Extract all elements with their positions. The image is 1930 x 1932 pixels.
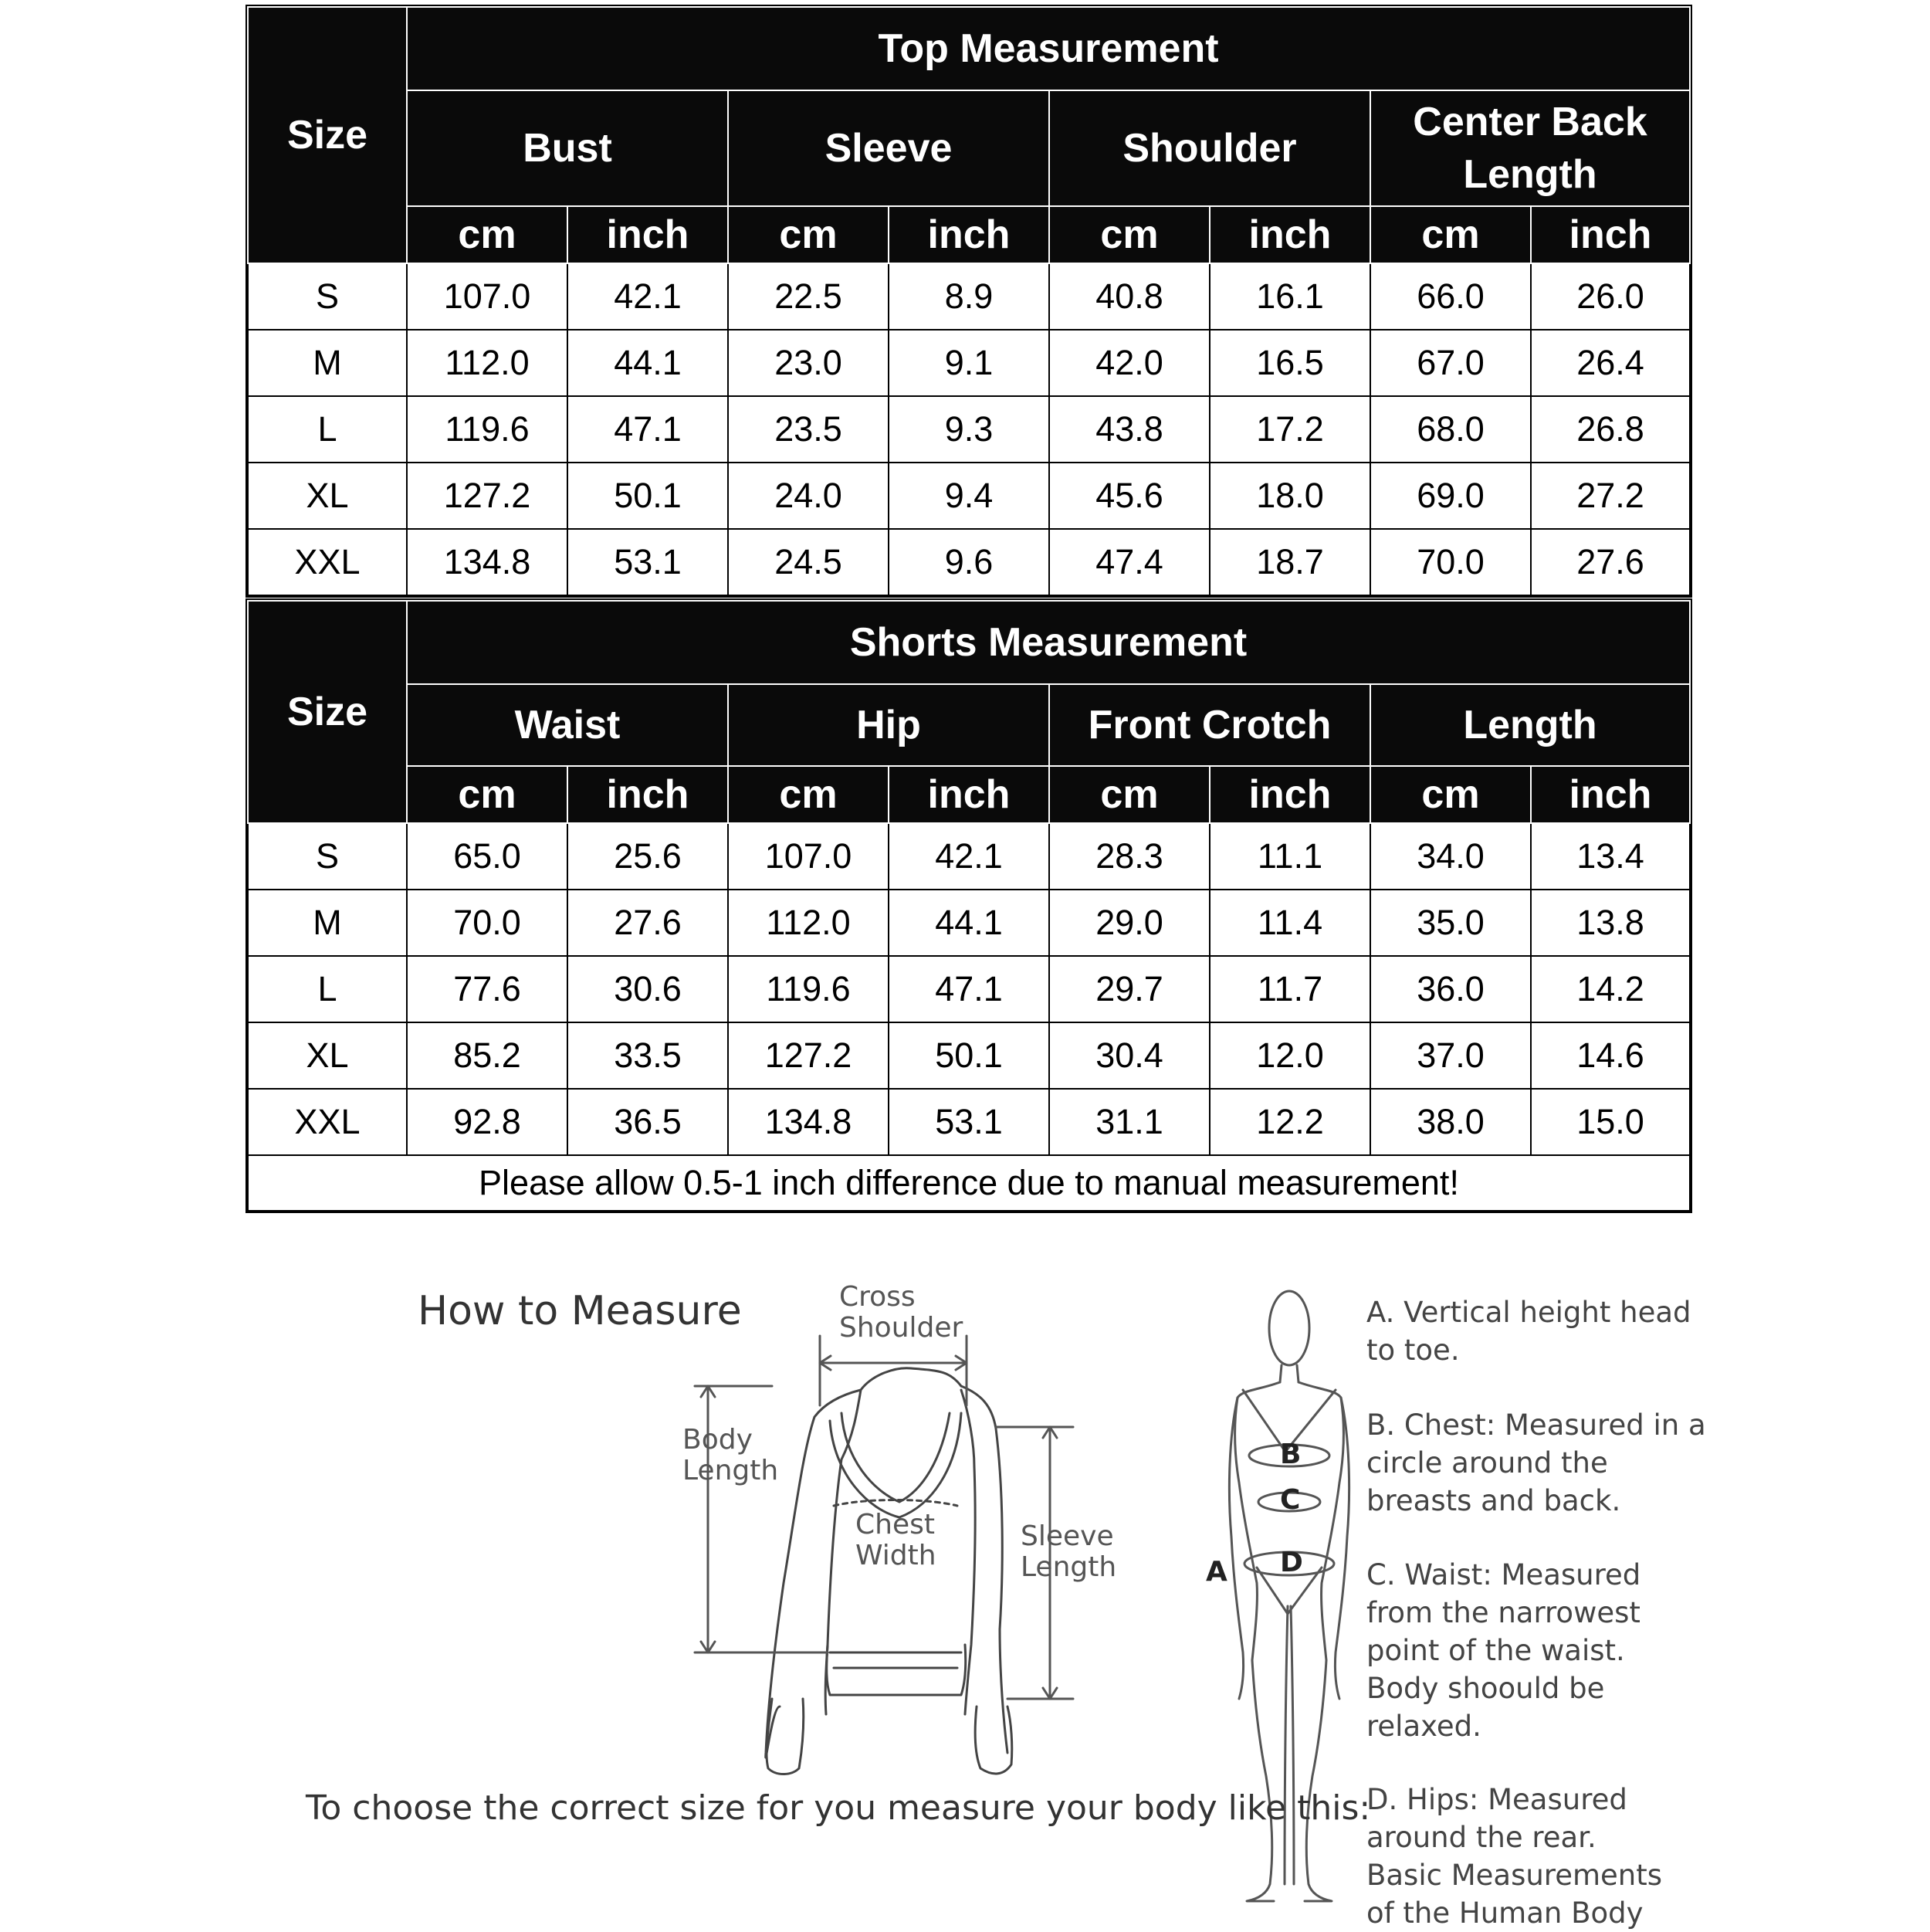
value-cell: 26.8 [1531,396,1690,463]
group-header: Hip [728,684,1049,766]
table-title: Shorts Measurement [407,601,1690,684]
value-cell: 42.1 [889,823,1049,890]
value-cell: 134.8 [407,529,567,595]
value-cell: 9.3 [889,396,1049,463]
unit-header: inch [1531,206,1690,263]
value-cell: 13.4 [1531,823,1690,890]
value-cell: 24.0 [728,463,889,529]
value-cell: 119.6 [407,396,567,463]
size-cell: L [248,396,407,463]
value-cell: 11.4 [1210,890,1370,956]
value-cell: 45.6 [1049,463,1210,529]
figure-letter-a: A [1206,1556,1227,1588]
table-title: Top Measurement [407,7,1690,90]
value-cell: 9.6 [889,529,1049,595]
value-cell: 36.0 [1370,956,1531,1022]
value-cell: 23.5 [728,396,889,463]
size-cell: M [248,330,407,396]
value-cell: 11.1 [1210,823,1370,890]
value-cell: 67.0 [1370,330,1531,396]
value-cell: 29.7 [1049,956,1210,1022]
figure-letter-c: C [1280,1484,1301,1516]
size-cell: S [248,263,407,330]
value-cell: 22.5 [728,263,889,330]
value-cell: 14.2 [1531,956,1690,1022]
value-cell: 50.1 [889,1022,1049,1089]
value-cell: 47.1 [889,956,1049,1022]
chest-width-label: Chest Width [855,1509,936,1571]
unit-header: cm [1049,766,1210,823]
value-cell: 12.2 [1210,1089,1370,1155]
group-header: Shoulder [1049,90,1370,206]
size-cell: XL [248,1022,407,1089]
group-header: Front Crotch [1049,684,1370,766]
value-cell: 77.6 [407,956,567,1022]
unit-header: inch [1210,766,1370,823]
value-cell: 23.0 [728,330,889,396]
value-cell: 127.2 [407,463,567,529]
value-cell: 42.0 [1049,330,1210,396]
value-cell: 31.1 [1049,1089,1210,1155]
value-cell: 38.0 [1370,1089,1531,1155]
size-cell: L [248,956,407,1022]
value-cell: 40.8 [1049,263,1210,330]
measurement-note: Please allow 0.5-1 inch difference due to manual measurement! [248,1155,1690,1211]
figure-letter-b: B [1280,1439,1302,1470]
size-header: Size [248,601,407,823]
value-cell: 15.0 [1531,1089,1690,1155]
figure-letter-d: D [1280,1547,1303,1578]
value-cell: 29.0 [1049,890,1210,956]
value-cell: 36.5 [567,1089,728,1155]
group-header: Waist [407,684,728,766]
value-cell: 34.0 [1370,823,1531,890]
size-cell: XL [248,463,407,529]
value-cell: 53.1 [567,529,728,595]
value-cell: 112.0 [728,890,889,956]
unit-header: inch [1531,766,1690,823]
value-cell: 42.1 [567,263,728,330]
value-cell: 65.0 [407,823,567,890]
value-cell: 24.5 [728,529,889,595]
unit-header: inch [567,206,728,263]
value-cell: 25.6 [567,823,728,890]
legend-item-b: B. Chest: Measured in a circle around the breasts and back. [1366,1408,1706,1517]
unit-header: inch [567,766,728,823]
value-cell: 14.6 [1531,1022,1690,1089]
value-cell: 26.4 [1531,330,1690,396]
unit-header: cm [728,206,889,263]
size-cell: S [248,823,407,890]
body-length-label: Body Length [682,1424,779,1486]
value-cell: 27.2 [1531,463,1690,529]
value-cell: 18.7 [1210,529,1370,595]
value-cell: 9.4 [889,463,1049,529]
unit-header: inch [889,206,1049,263]
value-cell: 47.1 [567,396,728,463]
unit-header: cm [728,766,889,823]
value-cell: 127.2 [728,1022,889,1089]
group-header: Center Back Length [1370,90,1690,206]
size-cell: XXL [248,529,407,595]
size-header: Size [248,7,407,263]
value-cell: 107.0 [728,823,889,890]
value-cell: 12.0 [1210,1022,1370,1089]
value-cell: 35.0 [1370,890,1531,956]
value-cell: 27.6 [1531,529,1690,595]
value-cell: 8.9 [889,263,1049,330]
group-header: Length [1370,684,1690,766]
unit-header: inch [1210,206,1370,263]
value-cell: 53.1 [889,1089,1049,1155]
value-cell: 85.2 [407,1022,567,1089]
value-cell: 112.0 [407,330,567,396]
value-cell: 134.8 [728,1089,889,1155]
size-cell: M [248,890,407,956]
value-cell: 70.0 [1370,529,1531,595]
value-cell: 68.0 [1370,396,1531,463]
value-cell: 70.0 [407,890,567,956]
value-cell: 18.0 [1210,463,1370,529]
sleeve-length-label: Sleeve Length [1021,1520,1117,1583]
value-cell: 44.1 [889,890,1049,956]
value-cell: 43.8 [1049,396,1210,463]
value-cell: 13.8 [1531,890,1690,956]
size-cell: XXL [248,1089,407,1155]
value-cell: 30.6 [567,956,728,1022]
value-cell: 107.0 [407,263,567,330]
value-cell: 33.5 [567,1022,728,1089]
value-cell: 50.1 [567,463,728,529]
unit-header: inch [889,766,1049,823]
value-cell: 26.0 [1531,263,1690,330]
legend-item-a: A. Vertical height head to toe. [1366,1296,1691,1367]
value-cell: 16.1 [1210,263,1370,330]
value-cell: 37.0 [1370,1022,1531,1089]
value-cell: 47.4 [1049,529,1210,595]
value-cell: 119.6 [728,956,889,1022]
value-cell: 69.0 [1370,463,1531,529]
legend-item-c: C. Waist: Measured from the narrowest point of the waist. Body shoould be relaxed. [1366,1558,1641,1743]
cross-shoulder-label: Cross Shoulder [839,1281,963,1344]
unit-header: cm [1370,206,1531,263]
value-cell: 44.1 [567,330,728,396]
value-cell: 16.5 [1210,330,1370,396]
unit-header: cm [1370,766,1531,823]
unit-header: cm [1049,206,1210,263]
instruction-text: To choose the correct size for you measure your body like this: [306,1788,1371,1828]
group-header: Bust [407,90,728,206]
legend-item-d: D. Hips: Measured around the rear. Basic Measurements of the Human Body [1366,1783,1663,1930]
value-cell: 66.0 [1370,263,1531,330]
unit-header: cm [407,766,567,823]
value-cell: 17.2 [1210,396,1370,463]
value-cell: 27.6 [567,890,728,956]
value-cell: 28.3 [1049,823,1210,890]
value-cell: 9.1 [889,330,1049,396]
value-cell: 92.8 [407,1089,567,1155]
group-header: Sleeve [728,90,1049,206]
value-cell: 30.4 [1049,1022,1210,1089]
unit-header: cm [407,206,567,263]
value-cell: 11.7 [1210,956,1370,1022]
how-to-measure-title: How to Measure [418,1288,742,1334]
